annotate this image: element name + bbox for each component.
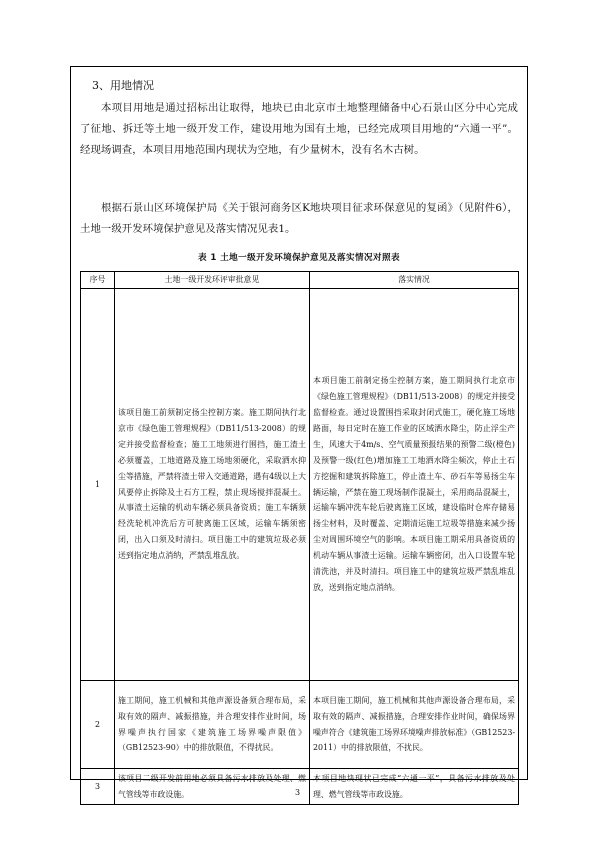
row-requirement (115, 681, 310, 769)
row-requirement (115, 769, 310, 805)
page-number: 3 (294, 788, 301, 797)
table-row (81, 289, 519, 681)
implementation-text: 本项目地块现状已完成“六通一平”，具备污水排放及处理、燃气管线等市政设施。 (313, 773, 515, 799)
comparison-table (80, 271, 519, 805)
row-implementation (310, 289, 519, 681)
implementation-text: 本项目施工前制定扬尘控制方案，施工期间执行北京市《绿色施工管理规程》（DB11/513-2008）的规定并接受监督检查。通过设置围挡采取封闭式施工，硬化施工场地路面，每日定时在施工作业的区域洒水降尘，防止浮尘产生，风速大于4m/s、空气质量预报结果的预警二级(橙色)及预警一级(红色)增加施工工地洒水降尘频次，停止土石方挖掘和建筑拆除施工，停止渣土车、砂石车等易扬尘车辆运输，严禁在施工现场制作混凝土，采用商品混凝土，运输车辆冲洗车轮后驶离施工区域，建设临时仓库存储易扬尘材料，及时覆盖、定期清运施工垃圾等措施来减少扬尘对周围环境空气的影响。本项目施工期采用具备资质的机动车辆从事渣土运输。运输车辆密闭，出入口设置车轮清洗池，并及时清扫。项目施工中的建筑垃圾严禁乱堆乱放，送到指定地点消纳。 (313, 376, 515, 592)
requirement-text: 施工期间，施工机械和其他声源设备须合理布局，采取有效的隔声、减振措施，并合理安排作业时间，场界噪声执行国家《建筑施工场界噪声限值》（GB12523-90）中的排放限值，不得扰民。 (118, 695, 306, 753)
table-row (81, 769, 519, 805)
implementation-text: 本项目施工期间，施工机械和其他声源设备合理布局，采取有效的隔声、减振措施，合理安排作业时间，确保场界噪声符合《建筑施工场界环境噪声排放标准》（GB12523-2011）中的排放限值，不扰民。 (313, 695, 515, 753)
row-implementation (310, 681, 519, 769)
table-row (81, 681, 519, 769)
row-number: 2 (81, 681, 115, 769)
header-number: 序号 (81, 272, 115, 289)
table-title: 表 1 土地一级开发环境保护意见及落实情况对照表 (197, 253, 401, 263)
requirement-text: 该项目二级开发前用地必须具备污水排放及处理、燃气管线等市政设施。 (118, 773, 306, 799)
row-number: 3 (81, 769, 115, 805)
header-implementation: 落实情况 (310, 272, 519, 289)
row-implementation (310, 769, 519, 805)
requirement-text: 该项目施工前须制定扬尘控制方案。施工期间执行北京市《绿色施工管理规程》（DB11/513-2008）的规定并接受监督检查；施工工地须进行围挡，施工渣土必须覆盖，工地道路及施工场地须硬化，采取洒水抑尘等措施，严禁将渣土带入交通道路，遇有4级以上大风要停止拆除及土石方工程，禁止现场搅拌混凝土。从事渣土运输的机动车辆必须具备资质；施工车辆须经洗轮机冲洗后方可驶离施工区域，运输车辆须密闭，出入口须及时清扫。项目施工中的建筑垃圾必须送到指定地点消纳，严禁乱堆乱放。 (118, 407, 306, 561)
land-use-paragraph: 本项目用地是通过招标出让取得，地块已由北京市土地整理储备中心石景山区分中心完成了征地、拆迁等土地一级开发工作，建设用地为国有土地，已经完成项目用地的“六通一平”。经现场调查，本项目用地范围内现状为空地，有少量树木，没有名木古树。 (80, 102, 518, 156)
row-requirement (115, 289, 310, 681)
header-requirement: 土地一级开发环评审批意见 (115, 272, 310, 289)
row-number: 1 (81, 289, 115, 681)
table-header-row (81, 272, 519, 289)
section-heading: 3、用地情况 (92, 79, 154, 92)
reference-paragraph: 根据石景山区环境保护局《关于银河商务区K地块项目征求环保意见的复函》（见附件6），土地一级开发环境保护意见及落实情况见表1。 (80, 202, 518, 235)
